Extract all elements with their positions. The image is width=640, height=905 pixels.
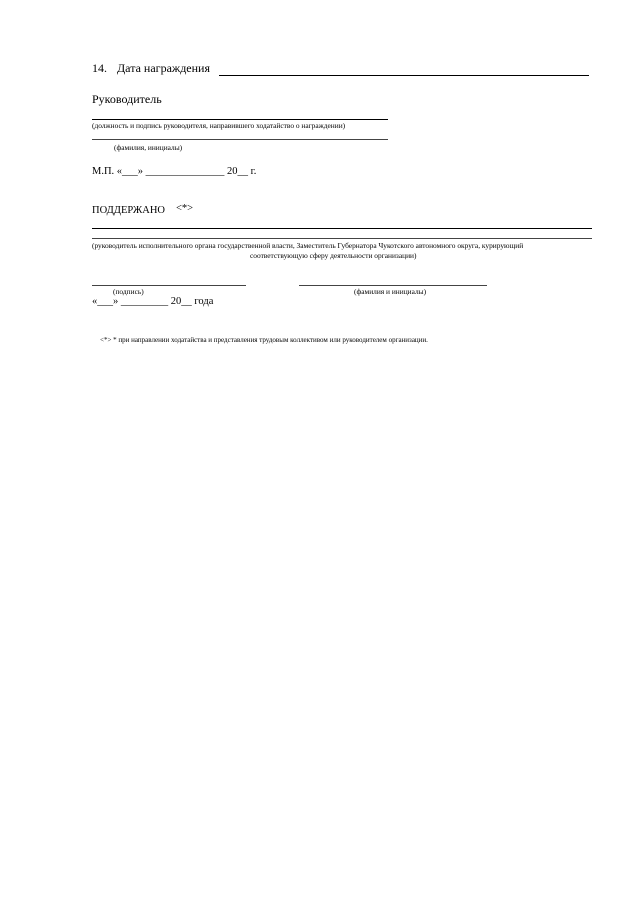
supported-field-line-1 [92, 228, 592, 229]
supported-title: ПОДДЕРЖАНО [92, 205, 166, 216]
name-caption: (фамилия и инициалы) [354, 287, 427, 296]
footnote: <*> * при направлении ходатайства и представления трудовым коллективом или руководителем организации. [100, 336, 428, 344]
supported-caption-line2: соответствующую сферу деятельности организации) [250, 251, 417, 260]
head-position-signature-line [92, 119, 388, 120]
supported-footnote-mark: <*> [176, 203, 194, 214]
supported-caption-line1: (руководитель исполнительного органа государственной власти, Заместитель Губернатора Чукотского автономного округа, курирующий [92, 241, 524, 250]
signature-line [92, 285, 246, 286]
head-title: Руководитель [92, 92, 162, 106]
signature-caption: (подпись) [113, 287, 144, 296]
head-name-caption: (фамилия, инициалы) [114, 143, 183, 152]
stamp-date-line: М.П. «___» _______________ 20__ г. [92, 166, 257, 177]
head-position-caption: (должность и подпись руководителя, направившего ходатайство о награждении) [92, 121, 346, 130]
name-line [299, 285, 487, 286]
head-name-line [92, 139, 388, 140]
award-date-field-line [219, 75, 589, 76]
item-number: 14. [92, 61, 107, 75]
award-date-label: Дата награждения [117, 61, 210, 75]
supported-date-line: «___» _________ 20__ года [92, 296, 214, 307]
supported-field-line-2 [92, 238, 592, 239]
